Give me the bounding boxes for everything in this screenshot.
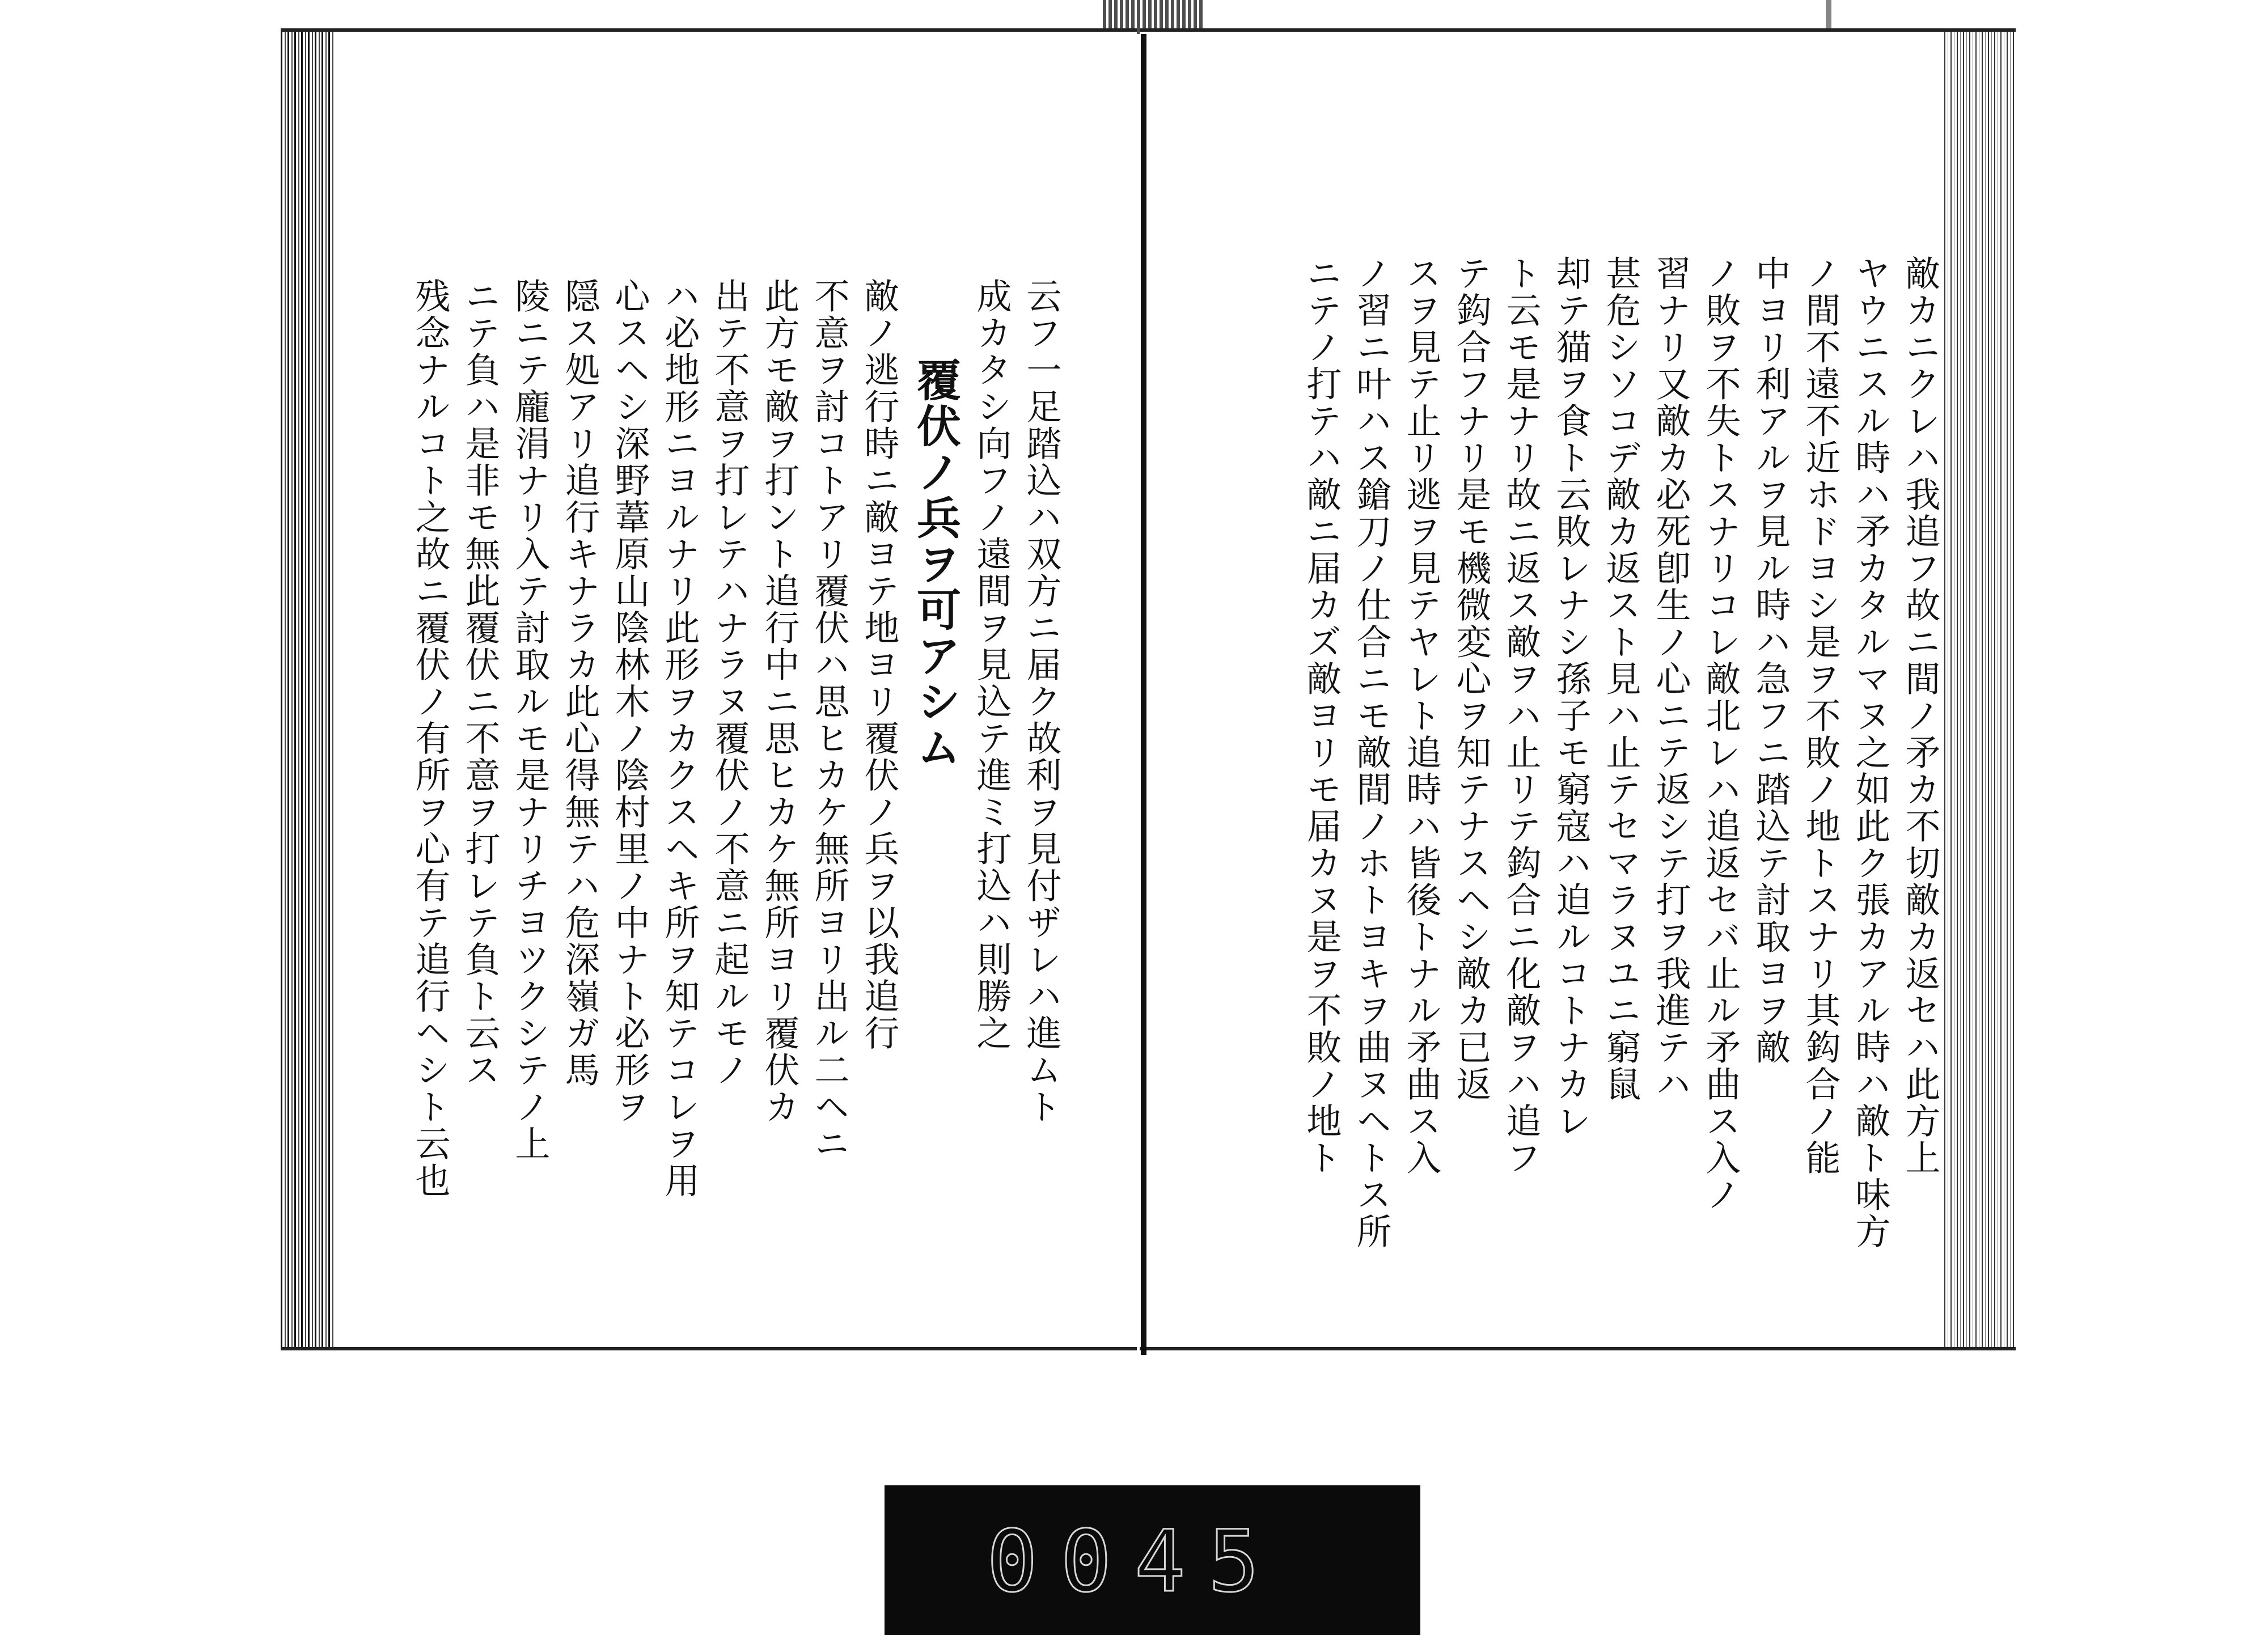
text-column: ノ敗ヲ不失トスナリコレ敵北レハ追返セバ止ル矛曲ス入ノ (1700, 255, 1741, 1213)
text-column: 習ナリ又敵カ必死卽生ノ心ニテ返シテ打ヲ我進テハ (1650, 255, 1691, 1103)
text-column: ニテノ打テハ敵ニ届カズ敵ヨリモ届カヌ是ヲ不敗ノ地ト (1301, 255, 1342, 1176)
text-column: 成カタシ向フノ遠間ヲ見込テ進ミ打込ハ則勝之 (971, 278, 1012, 1052)
text-column: ノ間不遠不近ホドヨシ是ヲ不敗ノ地トスナリ其鈎合ノ能 (1800, 255, 1841, 1176)
text-column: 敵ノ逃行時ニ敵ヨテ地ヨリ覆伏ノ兵ヲ以我追行 (858, 278, 900, 1052)
left-page-edge (281, 32, 335, 1347)
text-column: 此方モ敵ヲ打ント追行中ニ思ヒカケ無所ヨリ覆伏カ (759, 278, 800, 1125)
text-column: 不意ヲ討コトアリ覆伏ハ思ヒカケ無所ヨリ出ル二ヘニ (809, 278, 850, 1162)
text-column: ハ必地形ニヨルナリ此形ヲカクスヘキ所ヲ知テコレヲ用 (659, 278, 700, 1199)
text-column: 却テ猫ヲ食ト云敗レナシ孫子モ窮寇ハ迫ルコトナカレ (1550, 255, 1592, 1140)
text-column: 陵ニテ龐涓ナリ入テ討取ルモ是ナリチヨツクシテノ上 (509, 278, 551, 1162)
text-column: 隠ス処アリ追行キナラカ此心得無テハ危深嶺ガ馬 (559, 278, 600, 1088)
text-column: ヤウニスル時ハ矛カタルマヌ之如此ク張カアル時ハ敵ト味方 (1850, 255, 1891, 1250)
page-number: 0045 (987, 1513, 1283, 1611)
section-heading: 覆伏ノ兵ヲ可アシム (909, 357, 961, 770)
text-column: テ鈎合フナリ是モ機微変心ヲ知テナスヘシ敵カ已返 (1450, 255, 1492, 1103)
text-column: ノ習ニ叶ハス鎗刀ノ仕合ニモ敵間ノホトヨキヲ曲ヌヘトス所 (1351, 255, 1392, 1250)
text-column: ニテ負ハ是非モ無此覆伏ニ不意ヲ打レテ負ト云ス (459, 278, 501, 1088)
text-column: 云フ一足踏込ハ双方ニ届ク故利ヲ見付ザレハ進ムト (1021, 278, 1062, 1125)
text-column: ト云モ是ナリ故ニ返ス敵ヲハ止リテ鈎合ニ化敵ヲハ追フ (1500, 255, 1542, 1176)
text-column: 残念ナルコト之故ニ覆伏ノ有所ヲ心有テ追行ヘシト云也 (409, 278, 451, 1199)
text-column: 敵カニクレハ我追フ故ニ間ノ矛カ不切敵カ返セハ此方上 (1899, 255, 1941, 1176)
text-column: 甚危シソコデ敵カ返スト見ハ止テセマラヌユニ窮鼠 (1600, 255, 1641, 1103)
page-gutter (1141, 34, 1146, 1355)
text-column: 中ヨリ利アルヲ見ル時ハ急フニ踏込テ討取ヨヲ敵 (1750, 255, 1791, 1066)
page-number-plate (885, 1485, 1420, 1635)
text-column: 心スヘシ深野葦原山陰林木ノ陰村里ノ中ナト必形ヲ (609, 278, 650, 1125)
left-page-text (329, 74, 1066, 1440)
right-page-text (1177, 74, 1945, 1417)
text-column: 出テ不意ヲ打レテハナラヌ覆伏ノ不意ニ起ルモノ (709, 278, 750, 1088)
text-column: スヲ見テ止リ逃ヲ見テヤレト追時ハ皆後トナル矛曲ス入 (1400, 255, 1442, 1176)
right-page-edge (1942, 32, 2016, 1347)
